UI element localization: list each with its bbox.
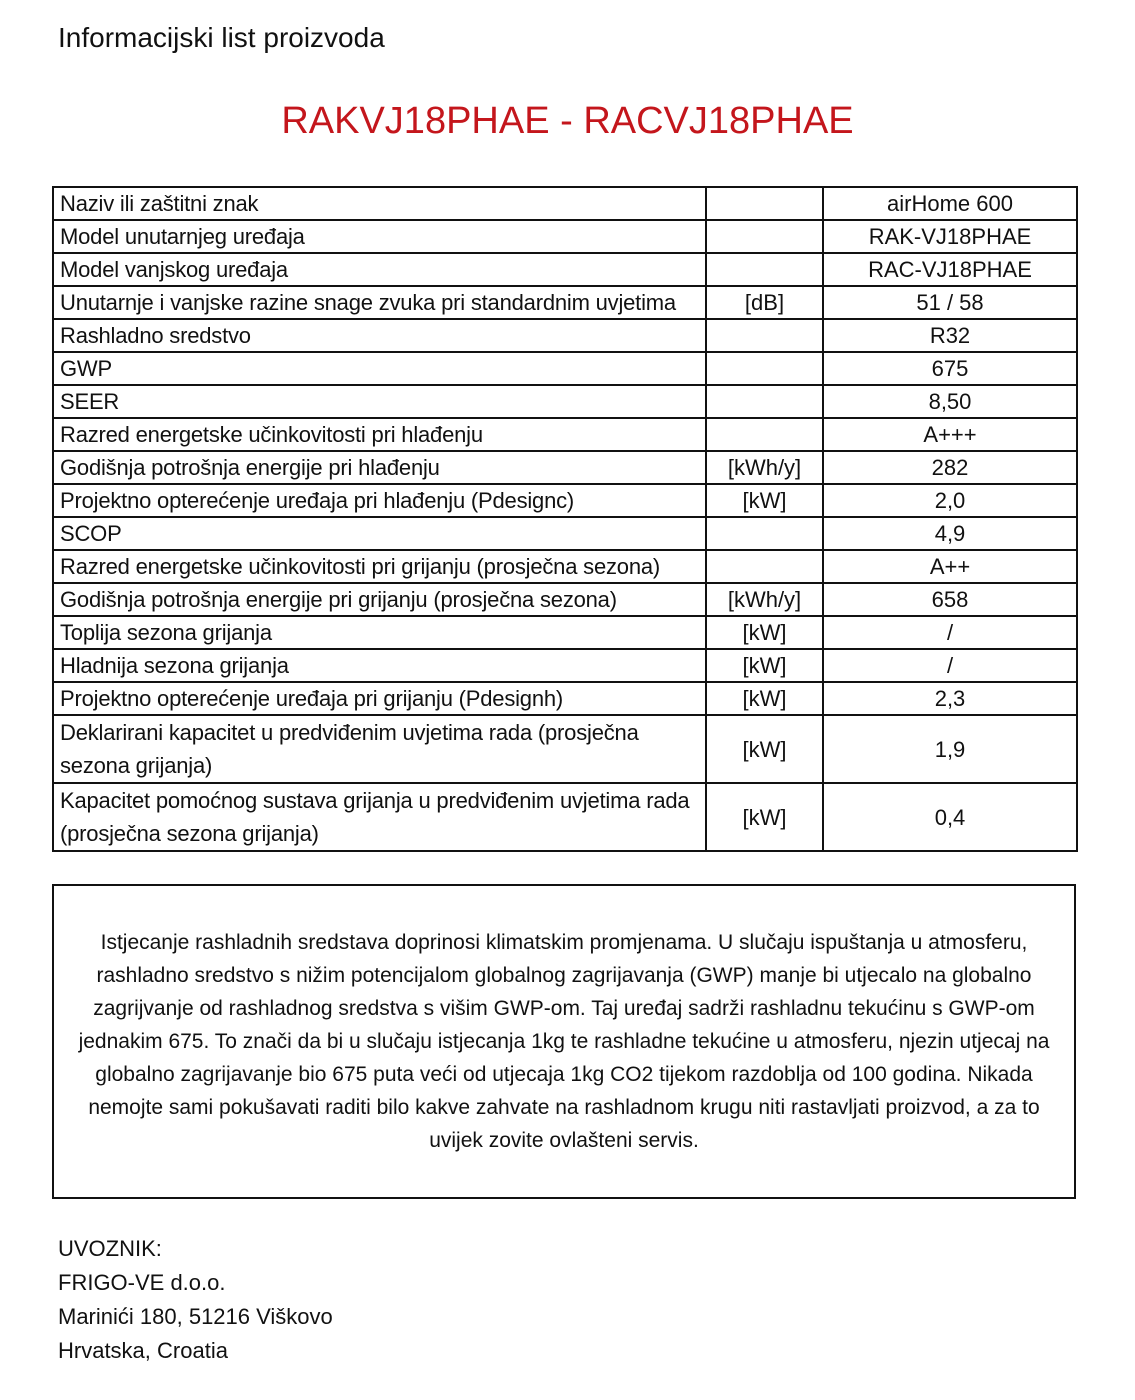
row-name: Godišnja potrošnja energije pri hlađenju — [53, 451, 706, 484]
table-row — [53, 616, 1077, 649]
row-name: GWP — [53, 352, 706, 385]
row-value: 1,9 — [823, 715, 1077, 783]
row-name: Projektno opterećenje uređaja pri hlađenju (Pdesignc) — [53, 484, 706, 517]
row-value: 2,3 — [823, 682, 1077, 715]
importer-country: Hrvatska, Croatia — [58, 1338, 228, 1363]
row-unit — [706, 418, 823, 451]
row-value: A++ — [823, 550, 1077, 583]
row-name: Naziv ili zaštitni znak — [53, 187, 706, 220]
table-row — [53, 187, 1077, 220]
spec-table-body — [53, 187, 1077, 851]
table-row — [53, 583, 1077, 616]
row-unit: [kW] — [706, 484, 823, 517]
row-unit — [706, 253, 823, 286]
refrigerant-notice-text: Istjecanje rashladnih sredstava doprinosi klimatskim promjenama. U slučaju ispuštanja u atmosferu, rashladno sredstvo s nižim potencijalom globalnog zagrijavanja (GWP) manje bi utjecalo na globalno zagrijvanje od rashladnog sredstva s višim GWP-om. Taj uređaj sadrži rashladnu tekućinu s GWP-om jednakim 675. To znači da bi u slučaju istjecanja 1kg te rashladne tekućine u atmosferu, njezin utjecaj na globalno zagrijavanje bio 675 puta veći od utjecaja 1kg CO2 tijekom razdoblja od 100 godina. Nikada nemojte sami pokušavati raditi bilo kakve zahvate na rashladnom krugu niti rastavljati proizvod, a za to uvijek zovite ovlašteni servis. — [78, 931, 1050, 1152]
row-unit — [706, 550, 823, 583]
table-row — [53, 517, 1077, 550]
row-unit — [706, 352, 823, 385]
refrigerant-notice-box — [52, 884, 1076, 1199]
row-name: Kapacitet pomoćnog sustava grijanja u predviđenim uvjetima rada (prosječna sezona grijanja) — [53, 783, 706, 851]
row-unit: [dB] — [706, 286, 823, 319]
row-value: 282 — [823, 451, 1077, 484]
row-value: / — [823, 649, 1077, 682]
table-row — [53, 649, 1077, 682]
row-unit — [706, 385, 823, 418]
row-name: Model unutarnjeg uređaja — [53, 220, 706, 253]
importer-company: FRIGO-VE d.o.o. — [58, 1270, 226, 1295]
row-name: SEER — [53, 385, 706, 418]
table-row — [53, 385, 1077, 418]
table-row — [53, 286, 1077, 319]
row-value: RAC-VJ18PHAE — [823, 253, 1077, 286]
table-row — [53, 418, 1077, 451]
row-unit — [706, 517, 823, 550]
table-row — [53, 253, 1077, 286]
table-row — [53, 550, 1077, 583]
row-name: Godišnja potrošnja energije pri grijanju (prosječna sezona) — [53, 583, 706, 616]
row-value: 8,50 — [823, 385, 1077, 418]
row-unit — [706, 220, 823, 253]
table-row — [53, 783, 1077, 851]
document-title: Informacijski list proizvoda — [58, 22, 385, 53]
row-unit: [kWh/y] — [706, 583, 823, 616]
row-value: airHome 600 — [823, 187, 1077, 220]
row-name: Rashladno sredstvo — [53, 319, 706, 352]
row-unit: [kW] — [706, 649, 823, 682]
model-title: RAKVJ18PHAE - RACVJ18PHAE — [281, 100, 854, 142]
row-name: SCOP — [53, 517, 706, 550]
row-value: 4,9 — [823, 517, 1077, 550]
row-unit — [706, 187, 823, 220]
row-value: 658 — [823, 583, 1077, 616]
row-name: Razred energetske učinkovitosti pri hlađenju — [53, 418, 706, 451]
row-value: RAK-VJ18PHAE — [823, 220, 1077, 253]
importer-label: UVOZNIK: — [58, 1236, 162, 1261]
row-value: A+++ — [823, 418, 1077, 451]
row-name: Razred energetske učinkovitosti pri grijanju (prosječna sezona) — [53, 550, 706, 583]
table-row — [53, 319, 1077, 352]
row-unit: [kW] — [706, 783, 823, 851]
row-name: Unutarnje i vanjske razine snage zvuka pri standardnim uvjetima — [53, 286, 706, 319]
table-row — [53, 220, 1077, 253]
row-name: Hladnija sezona grijanja — [53, 649, 706, 682]
table-row — [53, 682, 1077, 715]
table-row — [53, 352, 1077, 385]
table-row — [53, 484, 1077, 517]
row-value: 2,0 — [823, 484, 1077, 517]
product-spec-table — [52, 186, 1078, 852]
row-unit: [kW] — [706, 715, 823, 783]
row-unit: [kW] — [706, 682, 823, 715]
row-name: Toplija sezona grijanja — [53, 616, 706, 649]
row-value: 675 — [823, 352, 1077, 385]
row-value: R32 — [823, 319, 1077, 352]
row-value: 51 / 58 — [823, 286, 1077, 319]
table-row — [53, 451, 1077, 484]
row-value: 0,4 — [823, 783, 1077, 851]
row-value: / — [823, 616, 1077, 649]
row-name: Model vanjskog uređaja — [53, 253, 706, 286]
row-name: Projektno opterećenje uređaja pri grijanju (Pdesignh) — [53, 682, 706, 715]
row-unit: [kW] — [706, 616, 823, 649]
row-unit — [706, 319, 823, 352]
row-unit: [kWh/y] — [706, 451, 823, 484]
row-name: Deklarirani kapacitet u predviđenim uvjetima rada (prosječna sezona grijanja) — [53, 715, 706, 783]
importer-address: Marinići 180, 51216 Viškovo — [58, 1304, 333, 1329]
table-row — [53, 715, 1077, 783]
importer-block — [58, 1232, 333, 1368]
